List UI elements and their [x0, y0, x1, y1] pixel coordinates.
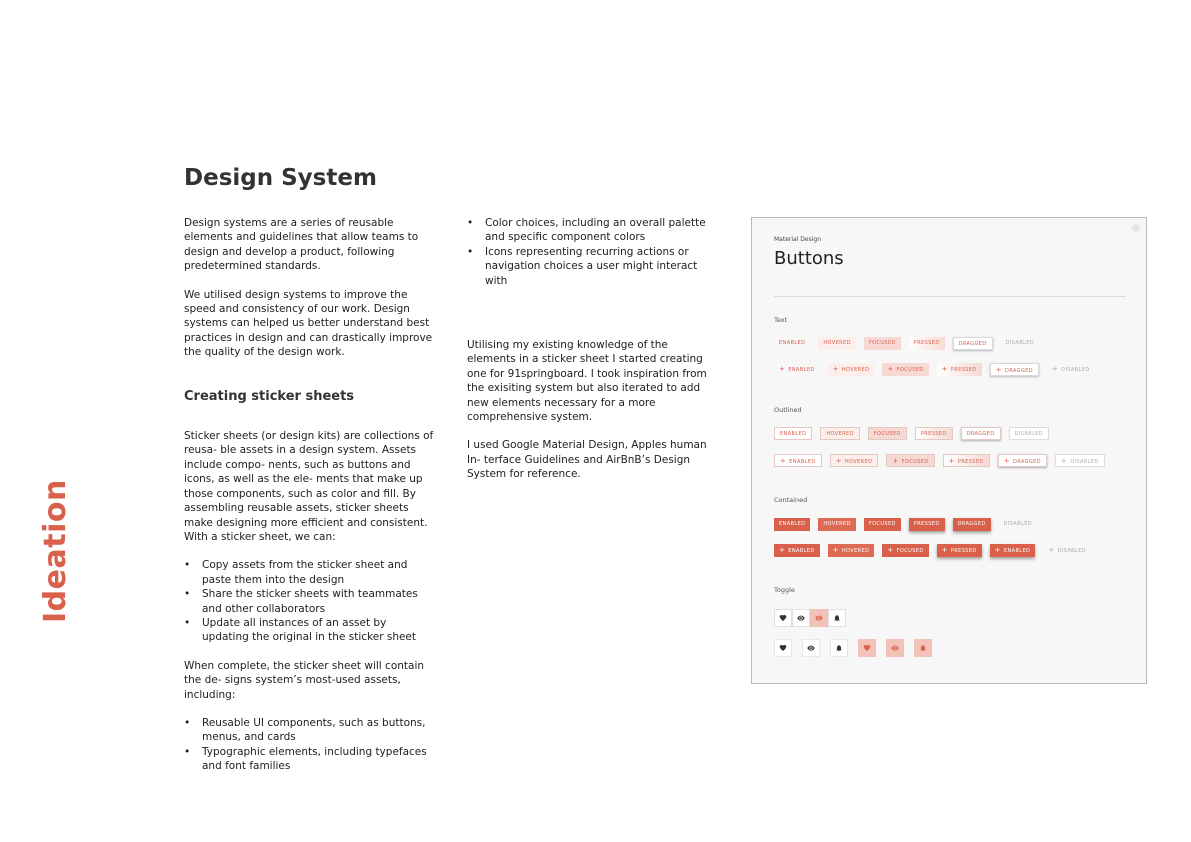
plus-icon: +	[892, 457, 899, 465]
heart-icon	[863, 644, 871, 652]
left-text-column	[184, 216, 434, 788]
outlined-section-label: Outlined	[774, 406, 802, 414]
text-icon-button-enabled[interactable]: + ENABLED	[779, 365, 815, 373]
list-item: • Reusable UI components, such as buttons, menus, and cards	[184, 716, 434, 745]
contained-icon-button-pressed[interactable]: + PRESSED	[937, 544, 982, 557]
outlined-icon-button-hovered[interactable]: + HOVERED	[830, 454, 879, 467]
design-systems-paragraph: We utilised design systems to improve the speed and consistency of our work. Design systems can helped us better understand best practices in design and can drastically improve the quality of the design work.	[184, 288, 433, 359]
text-icon-button-hovered[interactable]: + HOVERED	[828, 363, 875, 376]
text-icon-buttons-row	[774, 363, 1103, 376]
contents-paragraph: When complete, the sticker sheet will contain the de- signs system’s most-used assets, including:	[184, 659, 425, 701]
right-text-column	[467, 216, 719, 496]
toggle-visibility[interactable]	[802, 639, 820, 657]
plus-icon: +	[887, 546, 894, 554]
text-button-pressed[interactable]: PRESSED	[909, 337, 945, 350]
contained-section-label: Contained	[774, 496, 808, 504]
outlined-icon-button-pressed[interactable]: + PRESSED	[943, 454, 990, 467]
sticker-sheets-heading: Creating sticker sheets	[184, 388, 355, 404]
toggle-notifications-selected[interactable]	[914, 639, 932, 657]
text-button-dragged[interactable]: DRAGGED	[953, 337, 993, 350]
contained-buttons-row	[774, 518, 1045, 531]
outlined-icon-button-dragged[interactable]: + DRAGGED	[998, 454, 1047, 467]
list-item: • Typographic elements, including typefaces and font families	[184, 745, 434, 774]
sheet-title: Buttons	[774, 248, 844, 269]
contained-button-enabled[interactable]: ENABLED	[774, 518, 810, 531]
section-side-label: Ideation	[38, 479, 73, 623]
outlined-buttons-row	[774, 427, 1057, 440]
outlined-icon-buttons-row	[774, 454, 1113, 467]
contained-icon-button-focused[interactable]: + FOCUSED	[882, 544, 928, 557]
plus-icon: +	[948, 457, 955, 465]
assets-list	[184, 716, 434, 774]
eye-icon	[815, 614, 823, 622]
list-item: • Color choices, including an overall palette and specific component colors	[467, 216, 719, 245]
contained-button-pressed[interactable]: PRESSED	[909, 518, 945, 531]
outlined-button-hovered[interactable]: HOVERED	[820, 427, 859, 440]
toggle-section-label: Toggle	[774, 586, 795, 594]
eye-icon	[807, 644, 815, 652]
plus-icon: +	[1051, 365, 1059, 373]
divider	[774, 296, 1126, 297]
bell-icon	[833, 614, 841, 622]
outlined-button-dragged[interactable]: DRAGGED	[961, 427, 1001, 440]
references-paragraph: I used Google Material Design, Apples human In- terface Guidelines and AirBnB’s Design System for reference.	[467, 439, 707, 481]
outlined-button-disabled: DISABLED	[1009, 427, 1049, 440]
plus-icon: +	[1060, 457, 1068, 465]
plus-icon: +	[780, 457, 787, 465]
buttons-sticker-sheet	[751, 217, 1147, 684]
text-button-focused[interactable]: FOCUSED	[864, 337, 901, 350]
toggle-visibility-selected[interactable]	[886, 639, 904, 657]
plus-icon: +	[779, 365, 786, 373]
contained-icon-buttons-row	[774, 544, 1099, 557]
list-item: • Icons representing recurring actions or navigation choices a user might interact with	[467, 245, 719, 288]
plus-icon: +	[941, 546, 948, 554]
plus-icon: +	[832, 365, 839, 373]
text-buttons-row	[774, 337, 1047, 350]
text-icon-button-focused[interactable]: + FOCUSED	[882, 363, 928, 376]
outlined-icon-button-focused[interactable]: + FOCUSED	[886, 454, 934, 467]
sheet-eyebrow: Material Design	[774, 236, 821, 243]
capabilities-list	[184, 558, 434, 644]
text-icon-button-disabled: + DISABLED	[1051, 365, 1090, 373]
list-item: • Update all instances of an asset by updating the original in the sticker sheet	[184, 616, 434, 645]
outlined-icon-button-disabled: + DISABLED	[1055, 454, 1105, 467]
contained-icon-button-dragged[interactable]: + ENABLED	[990, 544, 1036, 557]
toggle-favorite[interactable]	[774, 639, 792, 657]
list-item: • Copy assets from the sticker sheet and paste them into the design	[184, 558, 434, 587]
toggle-separate-row	[774, 639, 942, 657]
plus-icon: +	[995, 366, 1002, 374]
bell-icon	[919, 644, 927, 652]
contained-icon-button-hovered[interactable]: + HOVERED	[828, 544, 875, 557]
contained-button-disabled: DISABLED	[1003, 521, 1033, 527]
plus-icon: +	[994, 546, 1001, 554]
heart-icon	[779, 614, 787, 622]
process-paragraph: Utilising my existing knowledge of the elements in a sticker sheet I started creating one for 91springboard. I took inspiration from the exisiting system but also iterated to add new elements necessary for a more comprehensive system.	[467, 339, 707, 424]
sticker-sheets-paragraph: Sticker sheets (or design kits) are collections of reusa- ble assets in a design system. Assets include compo- nents, such as buttons and icons, as well as the ele- ments that make up those components, such as color and fill. By assembling reusable assets, sticker sheets make designing more efficient and consistent. With a sticker sheet, we can:	[184, 430, 434, 543]
text-section-label: Text	[774, 316, 788, 324]
contained-button-dragged[interactable]: DRAGGED	[953, 518, 991, 531]
contained-button-focused[interactable]: FOCUSED	[864, 518, 901, 531]
plus-icon: +	[779, 546, 786, 554]
eye-icon	[891, 644, 899, 652]
contained-button-hovered[interactable]: HOVERED	[818, 518, 855, 531]
toggle-favorite[interactable]	[774, 609, 792, 627]
outlined-button-enabled[interactable]: ENABLED	[774, 427, 812, 440]
toggle-notifications[interactable]	[828, 609, 846, 627]
intro-paragraph: Design systems are a series of reusable elements and guidelines that allow teams to design and develop a product, following predetermined standards.	[184, 217, 419, 273]
text-button-hovered[interactable]: HOVERED	[818, 337, 855, 350]
outlined-button-pressed[interactable]: PRESSED	[915, 427, 953, 440]
toggle-visibility[interactable]	[792, 609, 810, 627]
text-button-disabled: DISABLED	[1005, 340, 1035, 346]
plus-icon: +	[1048, 546, 1055, 554]
outlined-button-focused[interactable]: FOCUSED	[868, 427, 907, 440]
list-item: • Share the sticker sheets with teammates and other collaborators	[184, 587, 434, 616]
plus-icon: +	[941, 365, 948, 373]
toggle-group-row	[774, 609, 846, 627]
eye-icon	[797, 614, 805, 622]
text-icon-button-dragged[interactable]: + DRAGGED	[990, 363, 1039, 376]
toggle-button-group	[774, 609, 846, 627]
toggle-notifications[interactable]	[830, 639, 848, 657]
contained-icon-button-enabled[interactable]: + ENABLED	[774, 544, 820, 557]
contained-icon-button-disabled: + DISABLED	[1048, 546, 1086, 554]
plus-icon: +	[832, 546, 839, 554]
plus-icon: +	[887, 365, 894, 373]
assets-list-continued	[467, 216, 719, 288]
text-button-enabled[interactable]: ENABLED	[779, 340, 806, 346]
corner-dot	[1132, 224, 1140, 232]
toggle-favorite-selected[interactable]	[858, 639, 876, 657]
text-icon-button-pressed[interactable]: + PRESSED	[937, 363, 982, 376]
plus-icon: +	[1003, 457, 1010, 465]
outlined-icon-button-enabled[interactable]: + ENABLED	[774, 454, 822, 467]
heart-icon	[779, 644, 787, 652]
bell-icon	[835, 644, 843, 652]
plus-icon: +	[835, 457, 842, 465]
toggle-visibility-selected[interactable]	[810, 609, 828, 627]
page-title: Design System	[184, 165, 377, 191]
